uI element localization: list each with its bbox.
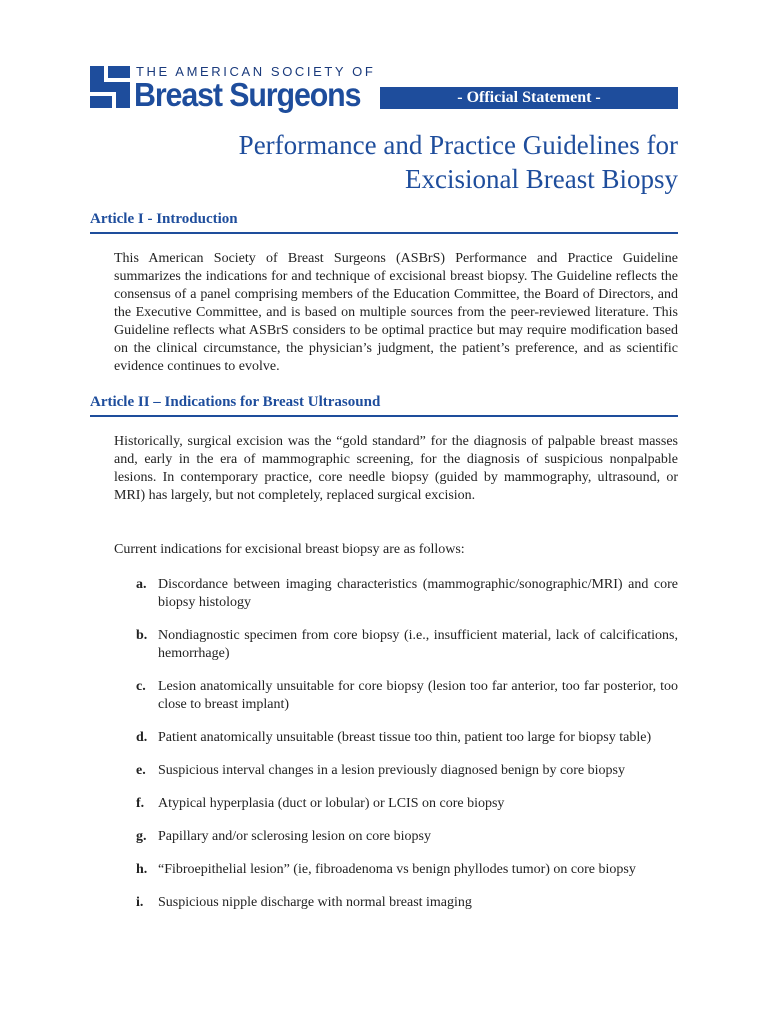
list-item-letter: e. bbox=[136, 763, 146, 778]
list-item-text: Papillary and/or sclerosing lesion on core biopsy bbox=[158, 829, 431, 844]
official-statement-banner: - Official Statement - bbox=[380, 87, 678, 109]
logo-org-top: THE AMERICAN SOCIETY OF bbox=[136, 64, 376, 79]
list-item-letter: f. bbox=[136, 796, 145, 811]
list-item bbox=[114, 894, 678, 912]
list-item bbox=[114, 861, 678, 879]
list-item bbox=[114, 729, 678, 747]
article-2-body: Historically, surgical excision was the “gold standard” for the diagnosis of palpable breast masses and, early in the era of mammographic screening, for the diagnosis of suspicious nonpalpable lesions. In contemporary practice, core needle biopsy (guided by mammography, ultrasound, or MRI) has largely, but not completely, replaced surgical excision. bbox=[114, 434, 678, 503]
list-item-text: Nondiagnostic specimen from core biopsy (i.e., insufficient material, lack of calcifications, hemorrhage) bbox=[158, 628, 678, 661]
article-2-intro: Current indications for excisional breast biopsy are as follows: bbox=[114, 542, 465, 557]
list-item bbox=[114, 678, 678, 714]
asbrs-s-logo-icon bbox=[88, 64, 132, 110]
list-item-letter: g. bbox=[136, 829, 147, 844]
list-item-letter: c. bbox=[136, 679, 146, 694]
list-item bbox=[114, 828, 678, 846]
list-item-letter: h. bbox=[136, 862, 148, 877]
document-title bbox=[239, 128, 678, 196]
indications-list bbox=[114, 576, 678, 927]
list-item-text: Discordance between imaging characteristics (mammographic/sonographic/MRI) and core biopsy histology bbox=[158, 577, 678, 610]
list-item bbox=[114, 576, 678, 612]
list-item-letter: a. bbox=[136, 577, 147, 592]
list-item bbox=[114, 795, 678, 813]
list-item-text: “Fibroepithelial lesion” (ie, fibroadenoma vs benign phyllodes tumor) on core biopsy bbox=[158, 862, 636, 877]
logo-org-main: Breast Surgeons bbox=[134, 76, 361, 113]
list-item-letter: i. bbox=[136, 895, 144, 910]
list-item-letter: b. bbox=[136, 628, 148, 643]
list-item-text: Suspicious nipple discharge with normal breast imaging bbox=[158, 895, 472, 910]
list-item-text: Patient anatomically unsuitable (breast tissue too thin, patient too large for biopsy table) bbox=[158, 730, 652, 745]
list-item bbox=[114, 762, 678, 780]
article-1-body: This American Society of Breast Surgeons (ASBrS) Performance and Practice Guideline summarizes the indications for and technique of excisional breast biopsy. The Guideline reflects the consensus of a panel comprising members of the Education Committee, the Board of Directors, and the Executive Committee, and is based on multiple sources from the peer-reviewed literature. This Guideline reflects what ASBrS considers to be optimal practice but may require modification based on the clinical circumstance, the physician’s judgment, the patient’s preference, and as scientific evidence continues to evolve. bbox=[114, 251, 678, 374]
article-1-heading: Article I - Introduction bbox=[90, 211, 678, 234]
article-2-heading: Article II – Indications for Breast Ultrasound bbox=[90, 394, 678, 417]
list-item bbox=[114, 627, 678, 663]
document-title-line1: Performance and Practice Guidelines for bbox=[238, 130, 678, 160]
list-item-letter: d. bbox=[136, 730, 148, 745]
list-item-text: Lesion anatomically unsuitable for core biopsy (lesion too far anterior, too far posterior, too close to breast implant) bbox=[158, 679, 678, 712]
list-item-text: Atypical hyperplasia (duct or lobular) or LCIS on core biopsy bbox=[158, 796, 505, 811]
asbrs-logo bbox=[88, 64, 378, 114]
list-item-text: Suspicious interval changes in a lesion previously diagnosed benign by core biopsy bbox=[158, 763, 625, 778]
document-title-line2: Excisional Breast Biopsy bbox=[405, 164, 678, 194]
